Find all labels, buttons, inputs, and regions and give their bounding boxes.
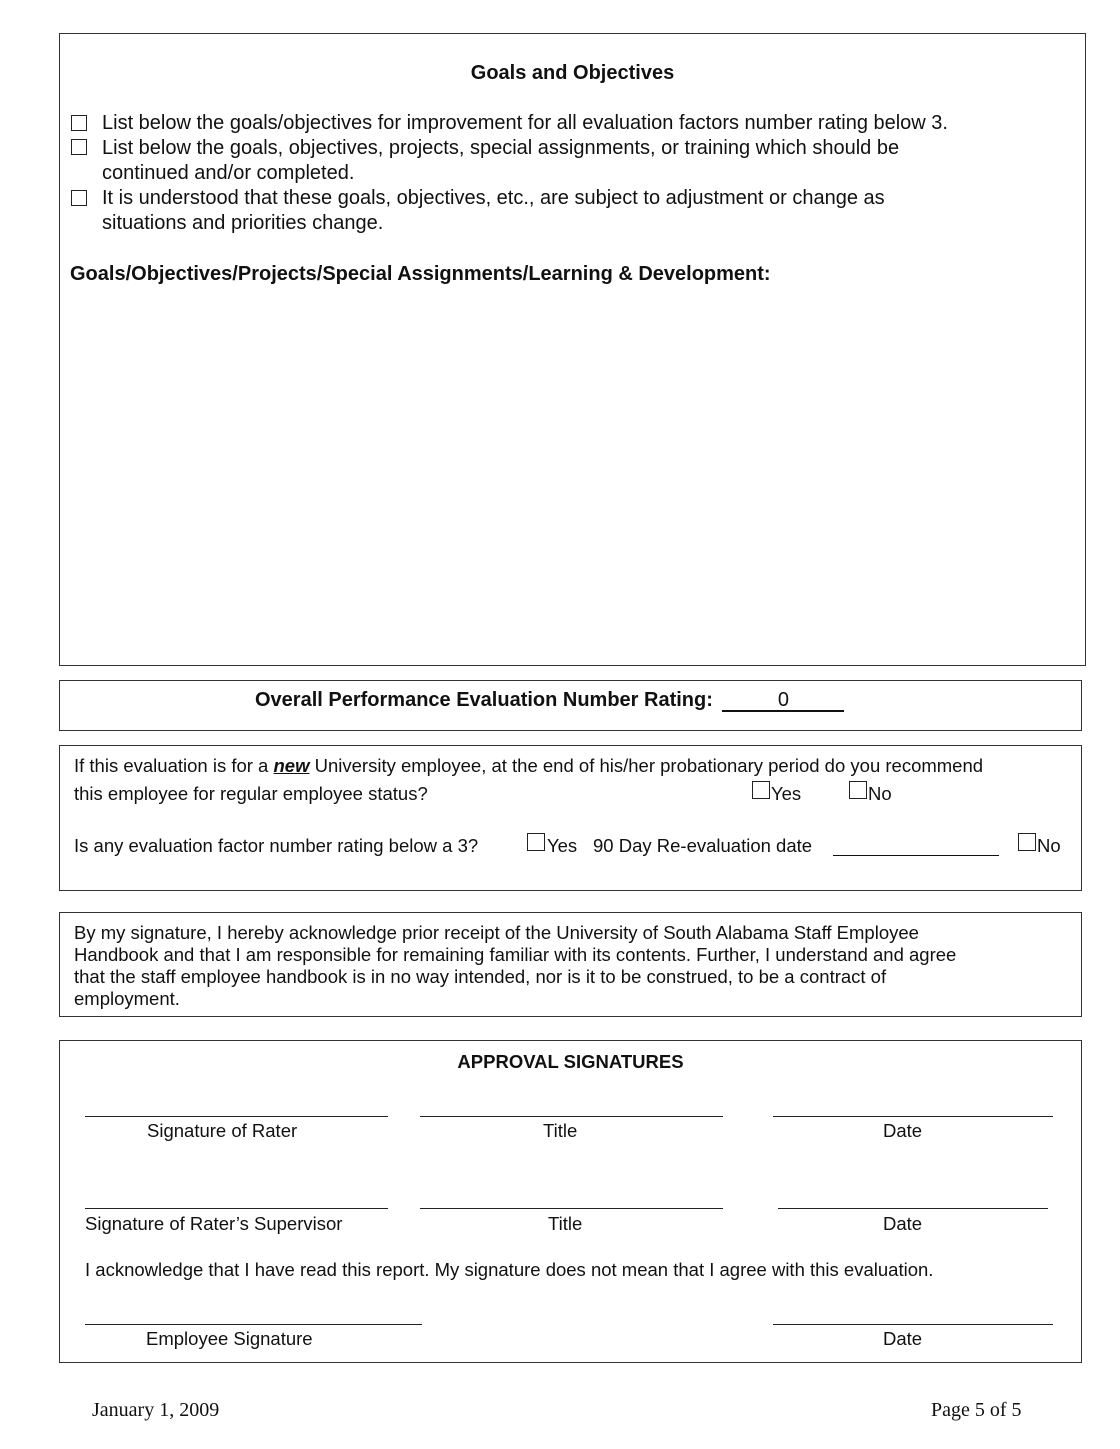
overall-rating-label: Overall Performance Evaluation Number Rating: bbox=[255, 689, 713, 711]
rater-date-label: Date bbox=[883, 1120, 923, 1141]
supervisor-signature-label: Signature of Rater’s Supervisor bbox=[85, 1213, 343, 1234]
probation-question-line2: this employee for regular employee status? bbox=[74, 783, 428, 804]
reevaluation-date-label: 90 Day Re-evaluation date bbox=[593, 835, 813, 856]
acknowledgement-line-2: Handbook and that I am responsible for remaining familiar with its contents. Further, I understand and agree bbox=[74, 944, 957, 965]
probation-section bbox=[59, 745, 1082, 891]
rating-below-3-yes-label: Yes bbox=[547, 835, 578, 856]
employee-date-label: Date bbox=[883, 1328, 923, 1349]
supervisor-date-line[interactable] bbox=[778, 1208, 1048, 1209]
overall-rating-number: 0 bbox=[777, 689, 790, 711]
overall-rating-section bbox=[59, 680, 1082, 731]
handbook-acknowledgement-section bbox=[59, 912, 1082, 1017]
goals-section-title: Goals and Objectives bbox=[470, 62, 675, 84]
new-emphasis: new bbox=[273, 755, 310, 776]
employee-statement: I acknowledge that I have read this report. My signature does not mean that I agree with this evaluation. bbox=[85, 1259, 934, 1280]
acknowledgement-line-1: By my signature, I hereby acknowledge prior receipt of the University of South Alabama Staff Employee bbox=[74, 922, 919, 943]
probation-yes-checkbox[interactable] bbox=[752, 781, 770, 799]
approval-signatures-title: APPROVAL SIGNATURES bbox=[457, 1051, 684, 1072]
goals-item-2-text-cont: continued and/or completed. bbox=[102, 162, 355, 184]
goals-entry-heading: Goals/Objectives/Projects/Special Assignments/Learning & Development: bbox=[70, 263, 771, 285]
acknowledgement-line-4: employment. bbox=[74, 988, 180, 1009]
probation-yes-label: Yes bbox=[771, 783, 802, 804]
employee-signature-label: Employee Signature bbox=[146, 1328, 313, 1349]
checkbox-goals-continued[interactable] bbox=[71, 139, 87, 155]
supervisor-signature-line[interactable] bbox=[85, 1208, 388, 1209]
rating-below-3-no-checkbox[interactable] bbox=[1018, 833, 1036, 851]
rater-date-line[interactable] bbox=[773, 1116, 1053, 1117]
overall-rating-value[interactable] bbox=[722, 690, 844, 712]
rater-title-label: Title bbox=[543, 1120, 578, 1141]
footer-page-number: Page 5 of 5 bbox=[931, 1399, 1022, 1421]
rating-below-3-yes-checkbox[interactable] bbox=[527, 833, 545, 851]
supervisor-title-label: Title bbox=[548, 1213, 583, 1234]
reevaluation-date-field[interactable] bbox=[833, 835, 999, 856]
goals-item-2-text: List below the goals, objectives, projects, special assignments, or training which should be bbox=[102, 137, 900, 159]
supervisor-date-label: Date bbox=[883, 1213, 923, 1234]
probation-no-checkbox[interactable] bbox=[849, 781, 867, 799]
probation-no-label: No bbox=[868, 783, 892, 804]
footer-date: January 1, 2009 bbox=[92, 1399, 220, 1421]
overall-rating-row bbox=[255, 689, 844, 712]
employee-date-line[interactable] bbox=[773, 1324, 1053, 1325]
probation-question-text-a: If this evaluation is for a bbox=[74, 755, 274, 776]
checkbox-goals-improvement[interactable] bbox=[71, 115, 87, 131]
goals-item-3-text: It is understood that these goals, objectives, etc., are subject to adjustment or change as bbox=[102, 187, 885, 209]
rater-title-line[interactable] bbox=[420, 1116, 723, 1117]
rater-signature-line[interactable] bbox=[85, 1116, 388, 1117]
goals-item-1-text: List below the goals/objectives for improvement for all evaluation factors number rating below 3. bbox=[102, 112, 948, 134]
rater-signature-label: Signature of Rater bbox=[147, 1120, 298, 1141]
goals-entry-area[interactable] bbox=[70, 296, 1070, 656]
checkbox-goals-adjustment[interactable] bbox=[71, 190, 87, 206]
goals-item-3-text-cont: situations and priorities change. bbox=[102, 212, 384, 234]
approval-signatures-section bbox=[59, 1040, 1082, 1363]
rating-below-3-no-label: No bbox=[1037, 835, 1061, 856]
supervisor-title-line[interactable] bbox=[420, 1208, 723, 1209]
goals-objectives-section bbox=[59, 33, 1086, 666]
acknowledgement-line-3: that the staff employee handbook is in no way intended, nor is it to be construed, to be a contract of bbox=[74, 966, 887, 987]
rating-below-3-question: Is any evaluation factor number rating below a 3? bbox=[74, 835, 479, 856]
probation-question-text-b: University employee, at the end of his/her probationary period do you recommend bbox=[309, 755, 984, 776]
employee-signature-line[interactable] bbox=[85, 1324, 422, 1325]
probation-question-line1 bbox=[74, 755, 983, 777]
